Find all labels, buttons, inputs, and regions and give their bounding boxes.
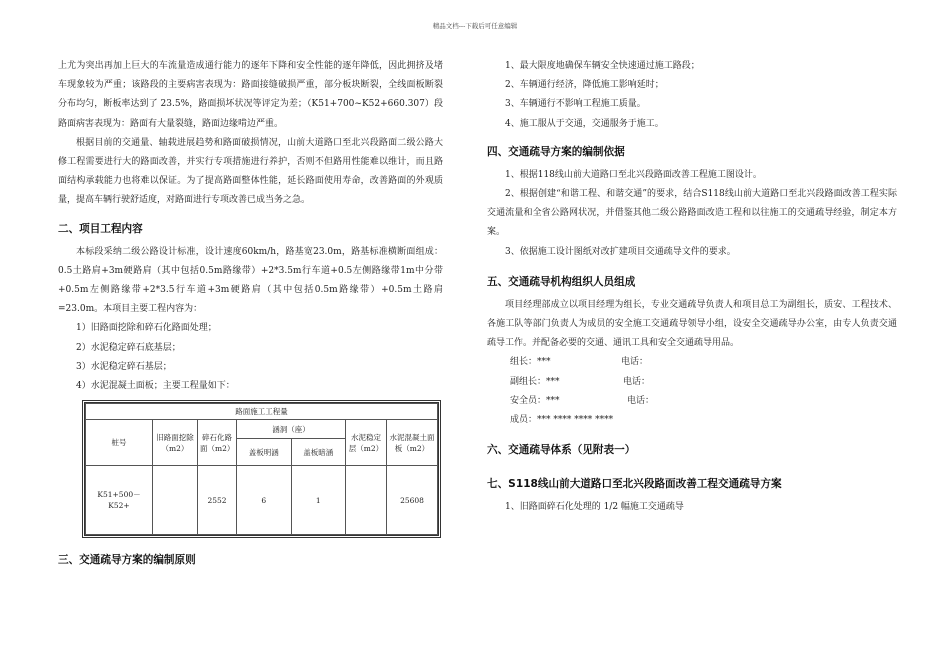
header-gravel: 碎石化路面（m2） <box>198 420 237 466</box>
list-item: 4）水泥混凝土面板；主要工程量如下： <box>76 381 235 392</box>
cell-layer <box>346 466 387 535</box>
paragraph-basis-3: 3、依据施工设计图纸对改扩建项目交通疏导文件的要求。 <box>505 246 736 257</box>
list-item: 2、车辆通行经济，降低施工影响延时； <box>505 80 664 91</box>
header-dig: 旧路面挖除（m2） <box>153 420 198 466</box>
page-watermark: 精品文档---下载后可任意编辑 <box>432 22 518 30</box>
header-cover-open: 盖板明涵 <box>237 439 292 466</box>
cell-concrete: 25608 <box>387 466 438 535</box>
heading-principles: 三、交通疏导方案的编制原则 <box>58 554 196 567</box>
right-column <box>487 57 897 517</box>
heading-project-content: 二、项目工程内容 <box>58 222 143 235</box>
list-item: 3、车辆通行不影响工程施工质量。 <box>505 99 646 110</box>
heading-organization: 五、交通疏导机构组织人员组成 <box>487 275 636 288</box>
staff-members: 成员：*** **** **** **** <box>510 415 614 425</box>
header-concrete: 水泥混凝土面板（m2） <box>387 420 438 466</box>
heading-basis: 四、交通疏导方案的编制依据 <box>487 145 625 158</box>
staff-safety <box>487 392 897 411</box>
cell-gravel: 2552 <box>198 466 237 535</box>
table-row <box>86 466 438 535</box>
staff-phone: 电话： <box>621 357 649 368</box>
paragraph-plan-1: 1、旧路面碎石化处理的 1/2 幅施工交通疏导 <box>505 502 684 513</box>
paragraph-damage: 上尤为突出再加上巨大的车流量造成通行能力的逐年下降和安全性能的逐年降低，因此拥挤及堵车现象较为严重；该路段的主要病害表现为：路面接缝破损严重，部分板块断裂，全线面板断裂分布均匀，断板率达到了 23.5%，路面损坏状况等评定为差；（K51+700~K52+660.307）段路面病害表现为：路面有大量裂缝，路面边缘啃边严重。 <box>58 61 443 129</box>
paragraph-necessity: 根据目前的交通量、轴载进展趋势和路面破损情况，山前大道路口至北兴段路面二级公路大修工程需要进行大的路面改善，并实行专项措施进行养护，否则不但路用性能难以维计，而且路面结构承载能力也将难以保证。为了提高路面整体性能，延长路面使用寿命，改善路面的外观质量，提高车辆行驶舒适度，对路面进行专项改善已成当务之急。 <box>58 137 443 206</box>
list-item: 4、施工服从于交通，交通服务于施工。 <box>505 118 664 129</box>
table-caption: 路面施工工程量 <box>86 404 438 420</box>
header-cover-hidden: 盖板暗涵 <box>291 439 346 466</box>
staff-leader <box>487 353 897 372</box>
heading-system: 六、交通疏导体系（见附表一） <box>487 444 636 457</box>
list-item: 2）水泥稳定碎石底基层； <box>76 342 181 353</box>
paragraph-basis-1: 1、根据118线山前大道路口至北兴段路面改善工程施工图设计。 <box>505 169 762 180</box>
list-item: 1）旧路面挖除和碎石化路面处理； <box>76 323 217 334</box>
list-item: 3）水泥稳定碎石基层； <box>76 361 172 372</box>
heading-plan: 七、S118线山前大道路口至北兴段路面改善工程交通疏导方案 <box>487 478 782 491</box>
cell-dig <box>153 466 198 535</box>
cell-hidden: 1 <box>291 466 346 535</box>
header-culvert: 涵洞（座） <box>237 420 346 439</box>
staff-deputy <box>487 373 897 392</box>
staff-label: 副组长：*** <box>510 376 560 387</box>
paragraph-basis-2: 2、根据创建“和谐工程、和谐交通”的要求，结合S118线山前大道路口至北兴段路面改善工程实际交通流量和全省公路网状况，并借鉴其他二级公路路面改造工程和以往施工的交通疏导经验，制定本方案。 <box>487 189 897 238</box>
quantity-table <box>82 400 441 538</box>
left-column <box>58 57 443 568</box>
cell-open: 6 <box>237 466 292 535</box>
paragraph-design-standard: 本标段采纳二级公路设计标准，设计速度60km/h，路基宽23.0m，路基标准横断面组成：0.5土路肩+3m硬路肩（其中包括0.5m路缘带）+2*3.5m行车道+0.5左侧路缘带1m中分带+0.5m左侧路缘带+2*3.5行车道+3m硬路肩（其中包括0.5m路缘带）+0.5m土路肩=23.0m。本项目主要工程内容为： <box>58 246 443 315</box>
staff-phone: 电话： <box>623 376 651 387</box>
header-station: 桩号 <box>86 420 153 466</box>
cell-station: K51+500－K52+ <box>86 466 153 535</box>
header-cement-layer: 水泥稳定层（m2） <box>346 420 387 466</box>
staff-label: 安全员：*** <box>510 395 560 406</box>
staff-label: 组长：*** <box>510 357 551 368</box>
paragraph-organization: 项目经理部成立以项目经理为组长，专业交通疏导负责人和项目总工为副组长，质安、工程技术、各施工队等部门负责人为成员的安全施工交通疏导领导小组，设安全交通疏导办公室，由专人负责交通疏导工作。并配备必要的交通、通讯工具和安全交通疏导用品。 <box>487 299 897 349</box>
list-item: 1、最大限度地确保车辆安全快速通过施工路段； <box>505 61 700 71</box>
staff-phone: 电话： <box>627 395 655 406</box>
